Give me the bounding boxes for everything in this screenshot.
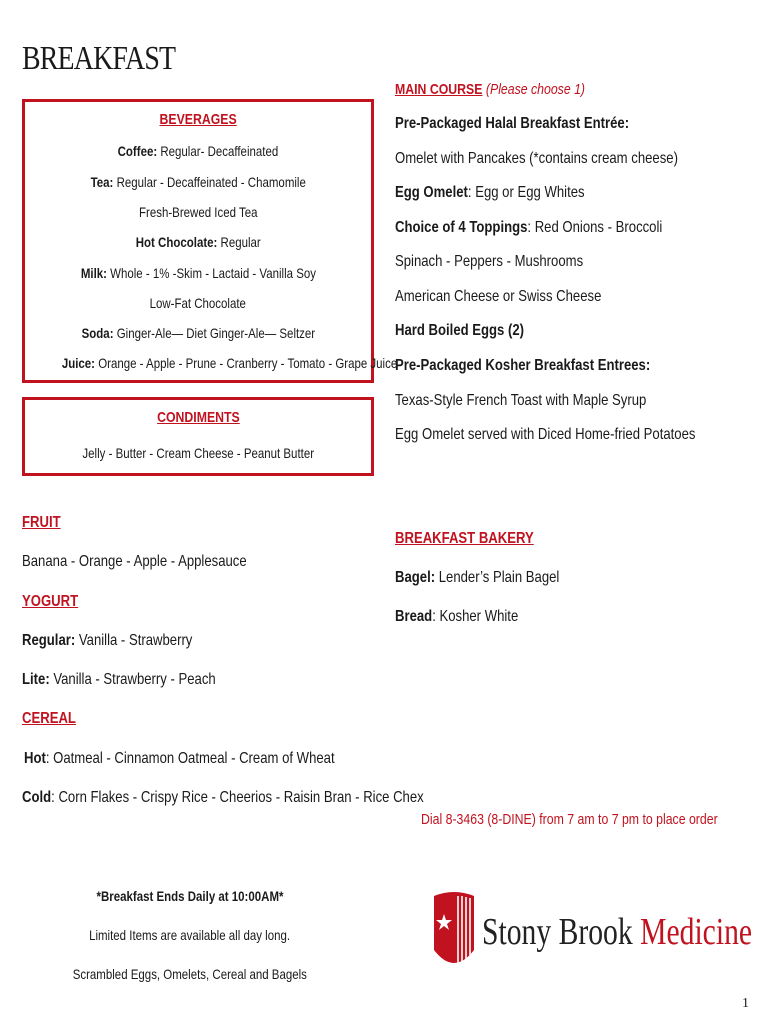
condiments-box — [22, 397, 374, 476]
fruit-list: Banana - Orange - Apple - Applesauce — [22, 553, 247, 570]
french-toast: Texas-Style French Toast with Maple Syrup — [395, 392, 647, 409]
yogurt-lite: Lite: Vanilla - Strawberry - Peach — [22, 671, 216, 688]
cereal-cold: Cold: Corn Flakes - Crispy Rice - Cheerios - Raisin Bran - Rice Chex — [22, 789, 424, 806]
beverage-line-low-fat-chocolate: Low-Fat Chocolate — [149, 295, 247, 311]
main-course-heading: MAIN COURSE (Please choose 1) — [395, 81, 586, 98]
condiments-heading: CONDIMENTS — [156, 409, 240, 426]
yogurt-regular: Regular: Vanilla - Strawberry — [22, 632, 193, 649]
page-number: 1 — [742, 996, 749, 1011]
omelet-pancakes: Omelet with Pancakes (*contains cream cheese) — [395, 150, 678, 167]
shield-logo-icon — [432, 890, 476, 976]
stony-brook-medicine-logo — [432, 888, 753, 978]
cereal-heading: CEREAL — [22, 710, 76, 727]
egg-omelet-served: Egg Omelet served with Diced Home-fried Potatoes — [395, 426, 696, 443]
limited-items-note: Limited Items are available all day long. — [89, 927, 291, 943]
toppings-line-2: Spinach - Peppers - Mushrooms — [395, 253, 584, 270]
dial-info: Dial 8-3463 (8-DINE) from 7 am to 7 pm to place order — [421, 811, 718, 828]
beverage-line-soda: Soda: Ginger-Ale— Diet Ginger-Ale— Seltzer — [81, 325, 315, 341]
beverage-line-tea: Tea: Regular - Decaffeinated - Chamomile — [90, 174, 306, 190]
logo-wordmark: Stony Brook Medicine — [482, 911, 753, 953]
cheese-line: American Cheese or Swiss Cheese — [395, 288, 602, 305]
hard-boiled-eggs: Hard Boiled Eggs (2) — [395, 322, 525, 339]
yogurt-heading: YOGURT — [22, 593, 79, 610]
breakfast-ends-note: *Breakfast Ends Daily at 10:00AM* — [96, 888, 284, 904]
beverage-line-milk: Milk: Whole - 1% -Skim - Lactaid - Vanilla Soy — [80, 265, 316, 281]
bakery-bagel: Bagel: Lender’s Plain Bagel — [395, 569, 560, 586]
beverages-box — [22, 99, 398, 383]
condiments-list: Jelly - Butter - Cream Cheese - Peanut Butter — [82, 445, 314, 461]
beverage-line-hot-chocolate: Hot Chocolate: Regular — [135, 234, 261, 250]
toppings: Choice of 4 Toppings: Red Onions - Broccoli — [395, 219, 663, 236]
bakery-heading: BREAKFAST BAKERY — [395, 530, 534, 547]
egg-omelet: Egg Omelet: Egg or Egg Whites — [395, 184, 585, 201]
halal-heading: Pre-Packaged Halal Breakfast Entrée: — [395, 115, 630, 132]
beverage-line-coffee: Coffee: Regular- Decaffeinated — [117, 143, 279, 159]
fruit-heading: FRUIT — [22, 514, 61, 531]
page-title: BREAKFAST — [22, 40, 176, 77]
beverage-line-iced-tea: Fresh-Brewed Iced Tea — [138, 204, 258, 220]
beverages-heading: BEVERAGES — [159, 111, 237, 128]
beverage-line-juice: Juice: Orange - Apple - Prune - Cranberry - Tomato - Grape Juice — [61, 355, 398, 371]
cereal-hot: Hot: Oatmeal - Cinnamon Oatmeal - Cream of Wheat — [24, 750, 335, 767]
kosher-heading: Pre-Packaged Kosher Breakfast Entrees: — [395, 357, 651, 374]
bakery-bread: Bread: Kosher White — [395, 608, 519, 625]
scrambled-note: Scrambled Eggs, Omelets, Cereal and Bagels — [72, 966, 308, 982]
